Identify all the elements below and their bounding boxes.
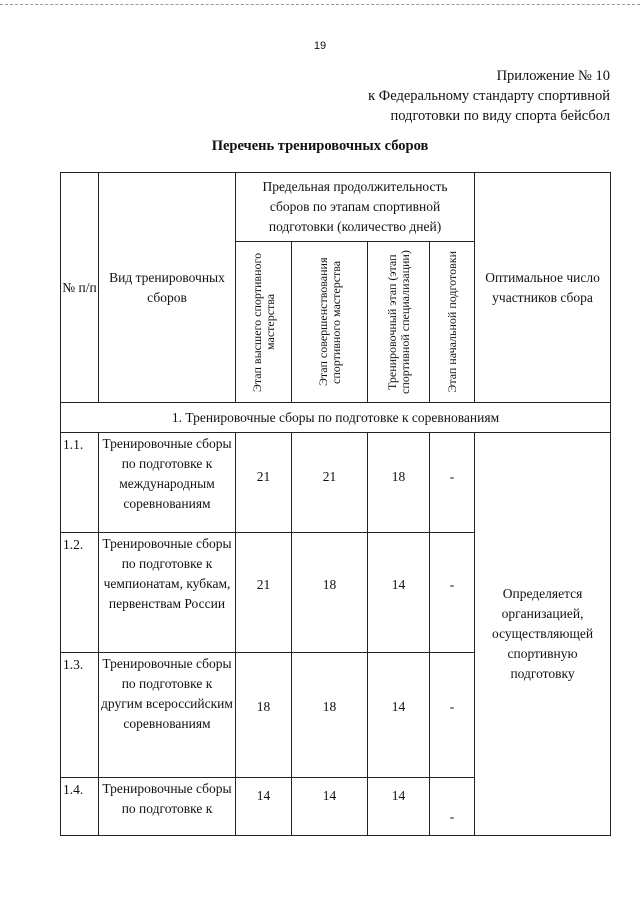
row-value-improvement: 21 [292, 433, 368, 533]
row-value-initial: - [430, 433, 475, 533]
row-value-training: 14 [368, 778, 430, 836]
header-kind: Вид тренировочных сборов [99, 173, 236, 403]
row-value-training: 18 [368, 433, 430, 533]
row-num: 1.4. [61, 778, 99, 836]
page-number: 19 [313, 40, 327, 52]
training-camps-table [60, 172, 611, 836]
row-kind: Тренировочные сборы по подготовке к другим всероссийским соревнованиям [99, 653, 236, 778]
header-stage-improvement-label: Этап совершенствования спортивного мастерства [315, 257, 343, 387]
row-value-higher: 18 [236, 653, 292, 778]
header-stage-higher [236, 242, 292, 403]
header-stage-training-label: Тренировочный этап (этап спортивной специализации) [384, 250, 412, 394]
header-duration: Предельная продолжительность сборов по этапам спортивной подготовки (количество дней) [236, 173, 475, 242]
row-num: 1.2. [61, 533, 99, 653]
document-title: Перечень тренировочных сборов [211, 138, 429, 154]
row-value-training: 14 [368, 653, 430, 778]
row-value-initial: - [430, 778, 475, 836]
row-kind: Тренировочные сборы по подготовке к международным соревнованиям [99, 433, 236, 533]
section-heading: 1. Тренировочные сборы по подготовке к соревнованиям [61, 403, 611, 433]
appendix-line-1: Приложение № 10 [496, 68, 610, 84]
table-row [61, 433, 611, 533]
header-stage-training [368, 242, 430, 403]
row-value-improvement: 14 [292, 778, 368, 836]
row-value-initial: - [430, 653, 475, 778]
optimal-participants-note: Определяется организацией, осуществляющей спортивную подготовку [475, 433, 611, 836]
appendix-line-2: к Федеральному стандарту спортивной [368, 88, 610, 104]
appendix-line-3: подготовки по виду спорта бейсбол [390, 108, 610, 124]
row-num: 1.3. [61, 653, 99, 778]
row-value-higher: 21 [236, 433, 292, 533]
page-top-border [0, 4, 640, 5]
row-value-improvement: 18 [292, 653, 368, 778]
row-kind: Тренировочные сборы по подготовке к чемпионатам, кубкам, первенствам России [99, 533, 236, 653]
header-num: № п/п [61, 173, 99, 403]
header-stage-initial [430, 242, 475, 403]
appendix-note [368, 66, 610, 126]
row-value-higher: 14 [236, 778, 292, 836]
row-value-higher: 21 [236, 533, 292, 653]
row-kind: Тренировочные сборы по подготовке к [99, 778, 236, 836]
row-value-initial: - [430, 533, 475, 653]
row-value-training: 14 [368, 533, 430, 653]
header-optimal: Оптимальное число участников сбора [475, 173, 611, 403]
header-stage-higher-label: Этап высшего спортивного мастерства [249, 252, 277, 392]
header-stage-initial-label: Этап начальной подготовки [444, 251, 459, 393]
row-value-improvement: 18 [292, 533, 368, 653]
row-num: 1.1. [61, 433, 99, 533]
header-stage-improvement [292, 242, 368, 403]
